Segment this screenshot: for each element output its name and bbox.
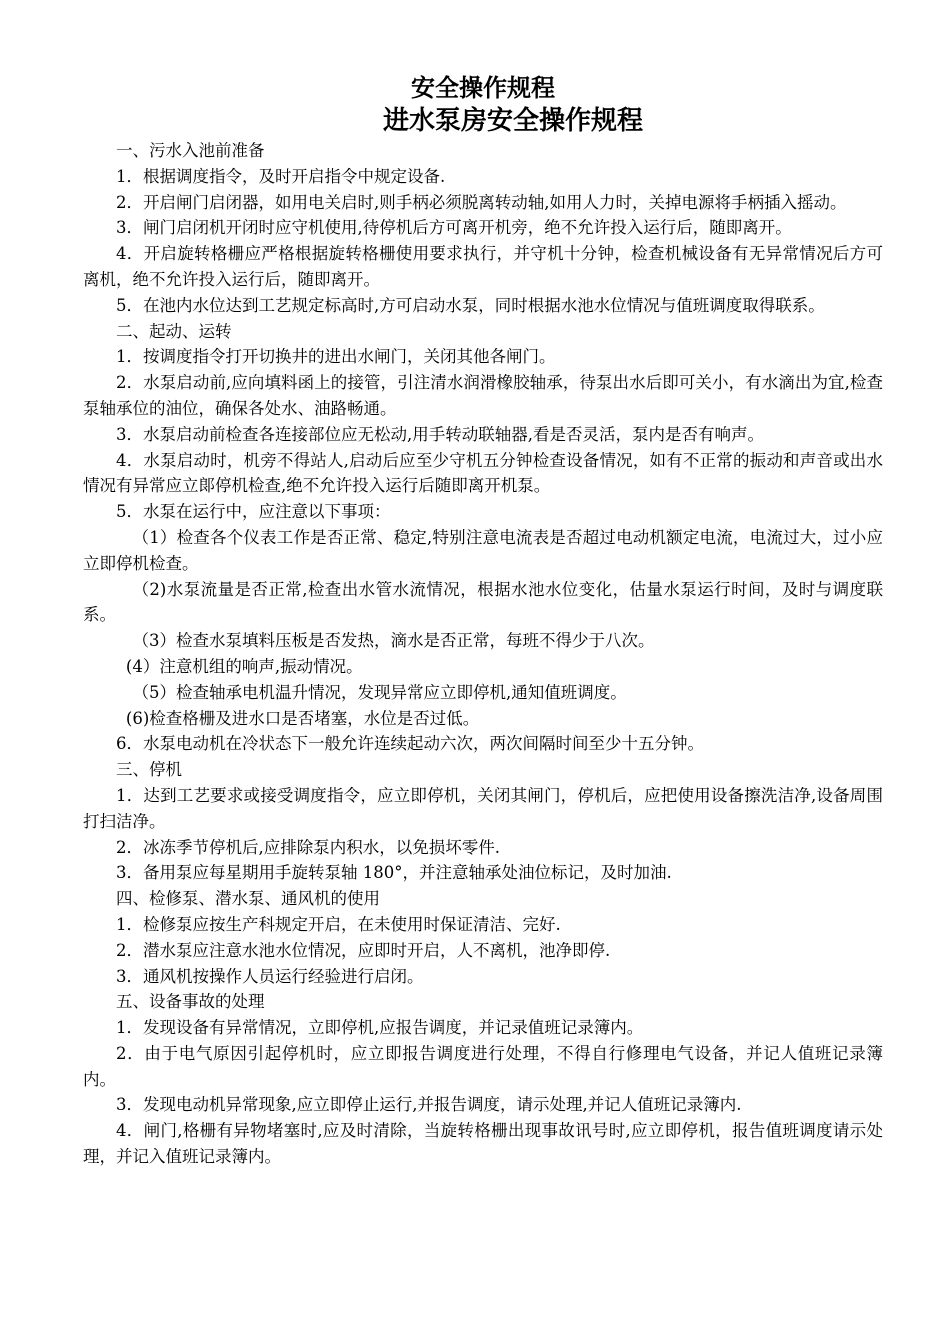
section-heading: 五、设备事故的处理 — [116, 992, 265, 1012]
paragraph: 1．按调度指令打开切换井的进出水闸门，关闭其他各闸门。 — [116, 347, 556, 367]
paragraph: 3．水泵启动前检查各连接部位应无松动,用手转动联轴器,看是否灵活，泵内是否有响声。 — [116, 424, 764, 444]
sub-item: （3）检查水泵填料压板是否发热，滴水是否正常，每班不得少于八次。 — [132, 631, 655, 651]
paragraph: 6．水泵电动机在冷状态下一般允许连续起动六次，两次间隔时间至少十五分钟。 — [116, 734, 704, 754]
document-text — [83, 138, 883, 1170]
sub-item: （1）检查各个仪表工作是否正常、稳定,特别注意电流表是否超过电动机额定电流，电流过大，过小应立即停机检查。 — [83, 527, 883, 573]
paragraph: 1．检修泵应按生产科规定开启，在未使用时保证清洁、完好. — [116, 914, 561, 934]
paragraph: 2．潜水泵应注意水池水位情况，应即时开启，人不离机，池净即停. — [116, 940, 611, 960]
paragraph: 5．在池内水位达到工艺规定标高时,方可启动水泵，同时根据水池水位情况与值班调度取得联系。 — [116, 295, 825, 315]
sub-item: (6)检查格栅及进水口是否堵塞，水位是否过低。 — [125, 708, 480, 728]
paragraph: 1．达到工艺要求或接受调度指令，应立即停机，关闭其闸门，停机后，应把使用设备擦洗洁净,设备周围打扫洁净。 — [83, 785, 883, 831]
paragraph: 3．通风机按操作人员运行经验进行启闭。 — [116, 966, 424, 986]
section-heading: 三、停机 — [116, 760, 182, 780]
paragraph: 4．开启旋转格栅应严格根据旋转格栅使用要求执行，并守机十分钟，检查机械设备有无异常情况后方可离机，绝不允许投入运行后，随即离开。 — [83, 244, 883, 289]
paragraph: 1．发现设备有异常情况，立即停机,应报告调度，并记录值班记录簿内。 — [116, 1018, 644, 1038]
paragraph: 2．冰冻季节停机后,应排除泵内积水，以免损坏零件. — [116, 837, 500, 857]
paragraph: 3．闸门启闭机开闭时应守机使用,待停机后方可离开机旁，绝不允许投入运行后，随即离开。 — [116, 218, 792, 238]
paragraph: 3．发现电动机异常现象,应立即停止运行,并报告调度，请示处理,并记人值班记录簿内. — [116, 1095, 742, 1115]
paragraph: 5．水泵在运行中，应注意以下事项： — [116, 502, 391, 522]
paragraph: 4．闸门,格栅有异物堵塞时,应及时清除，当旋转格栅出现事故讯号时,应立即停机，报告值班调度请示处理，并记入值班记录簿内。 — [83, 1121, 883, 1167]
document-subtitle: 进水泵房安全操作规程 — [382, 106, 643, 136]
section-heading: 四、检修泵、潜水泵、通风机的使用 — [116, 889, 380, 909]
paragraph: 4．水泵启动时，机旁不得站人,启动后应至少守机五分钟检查设备情况，如有不正常的振动和声音或出水情况有异常应立郞停机检查,绝不允许投入运行后随即离开机泵。 — [83, 450, 883, 496]
paragraph: 2．水泵启动前,应向填料函上的接管，引注清水润滑橡胶轴承，待泵出水后即可关小，有水滴出为宜,检查泵轴承位的油位，确保各处水、油路畅通。 — [83, 373, 883, 418]
sub-item: （5）检查轴承电机温升情况，发现异常应立即停机,通知值班调度。 — [132, 682, 627, 702]
paragraph: 1．根据调度指令，及时开启指令中规定设备. — [116, 166, 446, 186]
document-body — [83, 72, 883, 1170]
paragraph: 2．由于电气原因引起停机时，应立即报告调度进行处理，不得自行修理电气设备，并记人值班记录簿内。 — [83, 1043, 883, 1089]
section-heading: 一、污水入池前准备 — [116, 141, 265, 160]
sub-item: (4）注意机组的响声,振动情况。 — [125, 656, 363, 676]
paragraph: 2．开启闸门启闭器，如用电关启时,则手柄必须脱离转动轴,如用人力时，关掉电源将手柄插入摇动。 — [116, 192, 847, 212]
section-heading: 二、起动、运转 — [116, 321, 232, 341]
paragraph: 3．备用泵应每星期用手旋转泵轴 180°，并注意轴承处油位标记，及时加油. — [116, 863, 672, 883]
document-title: 安全操作规程 — [411, 73, 555, 102]
sub-item: （2)水泵流量是否正常,检查出水管水流情况，根据水池水位变化，估量水泵运行时间，及时与调度联系。 — [83, 579, 883, 625]
